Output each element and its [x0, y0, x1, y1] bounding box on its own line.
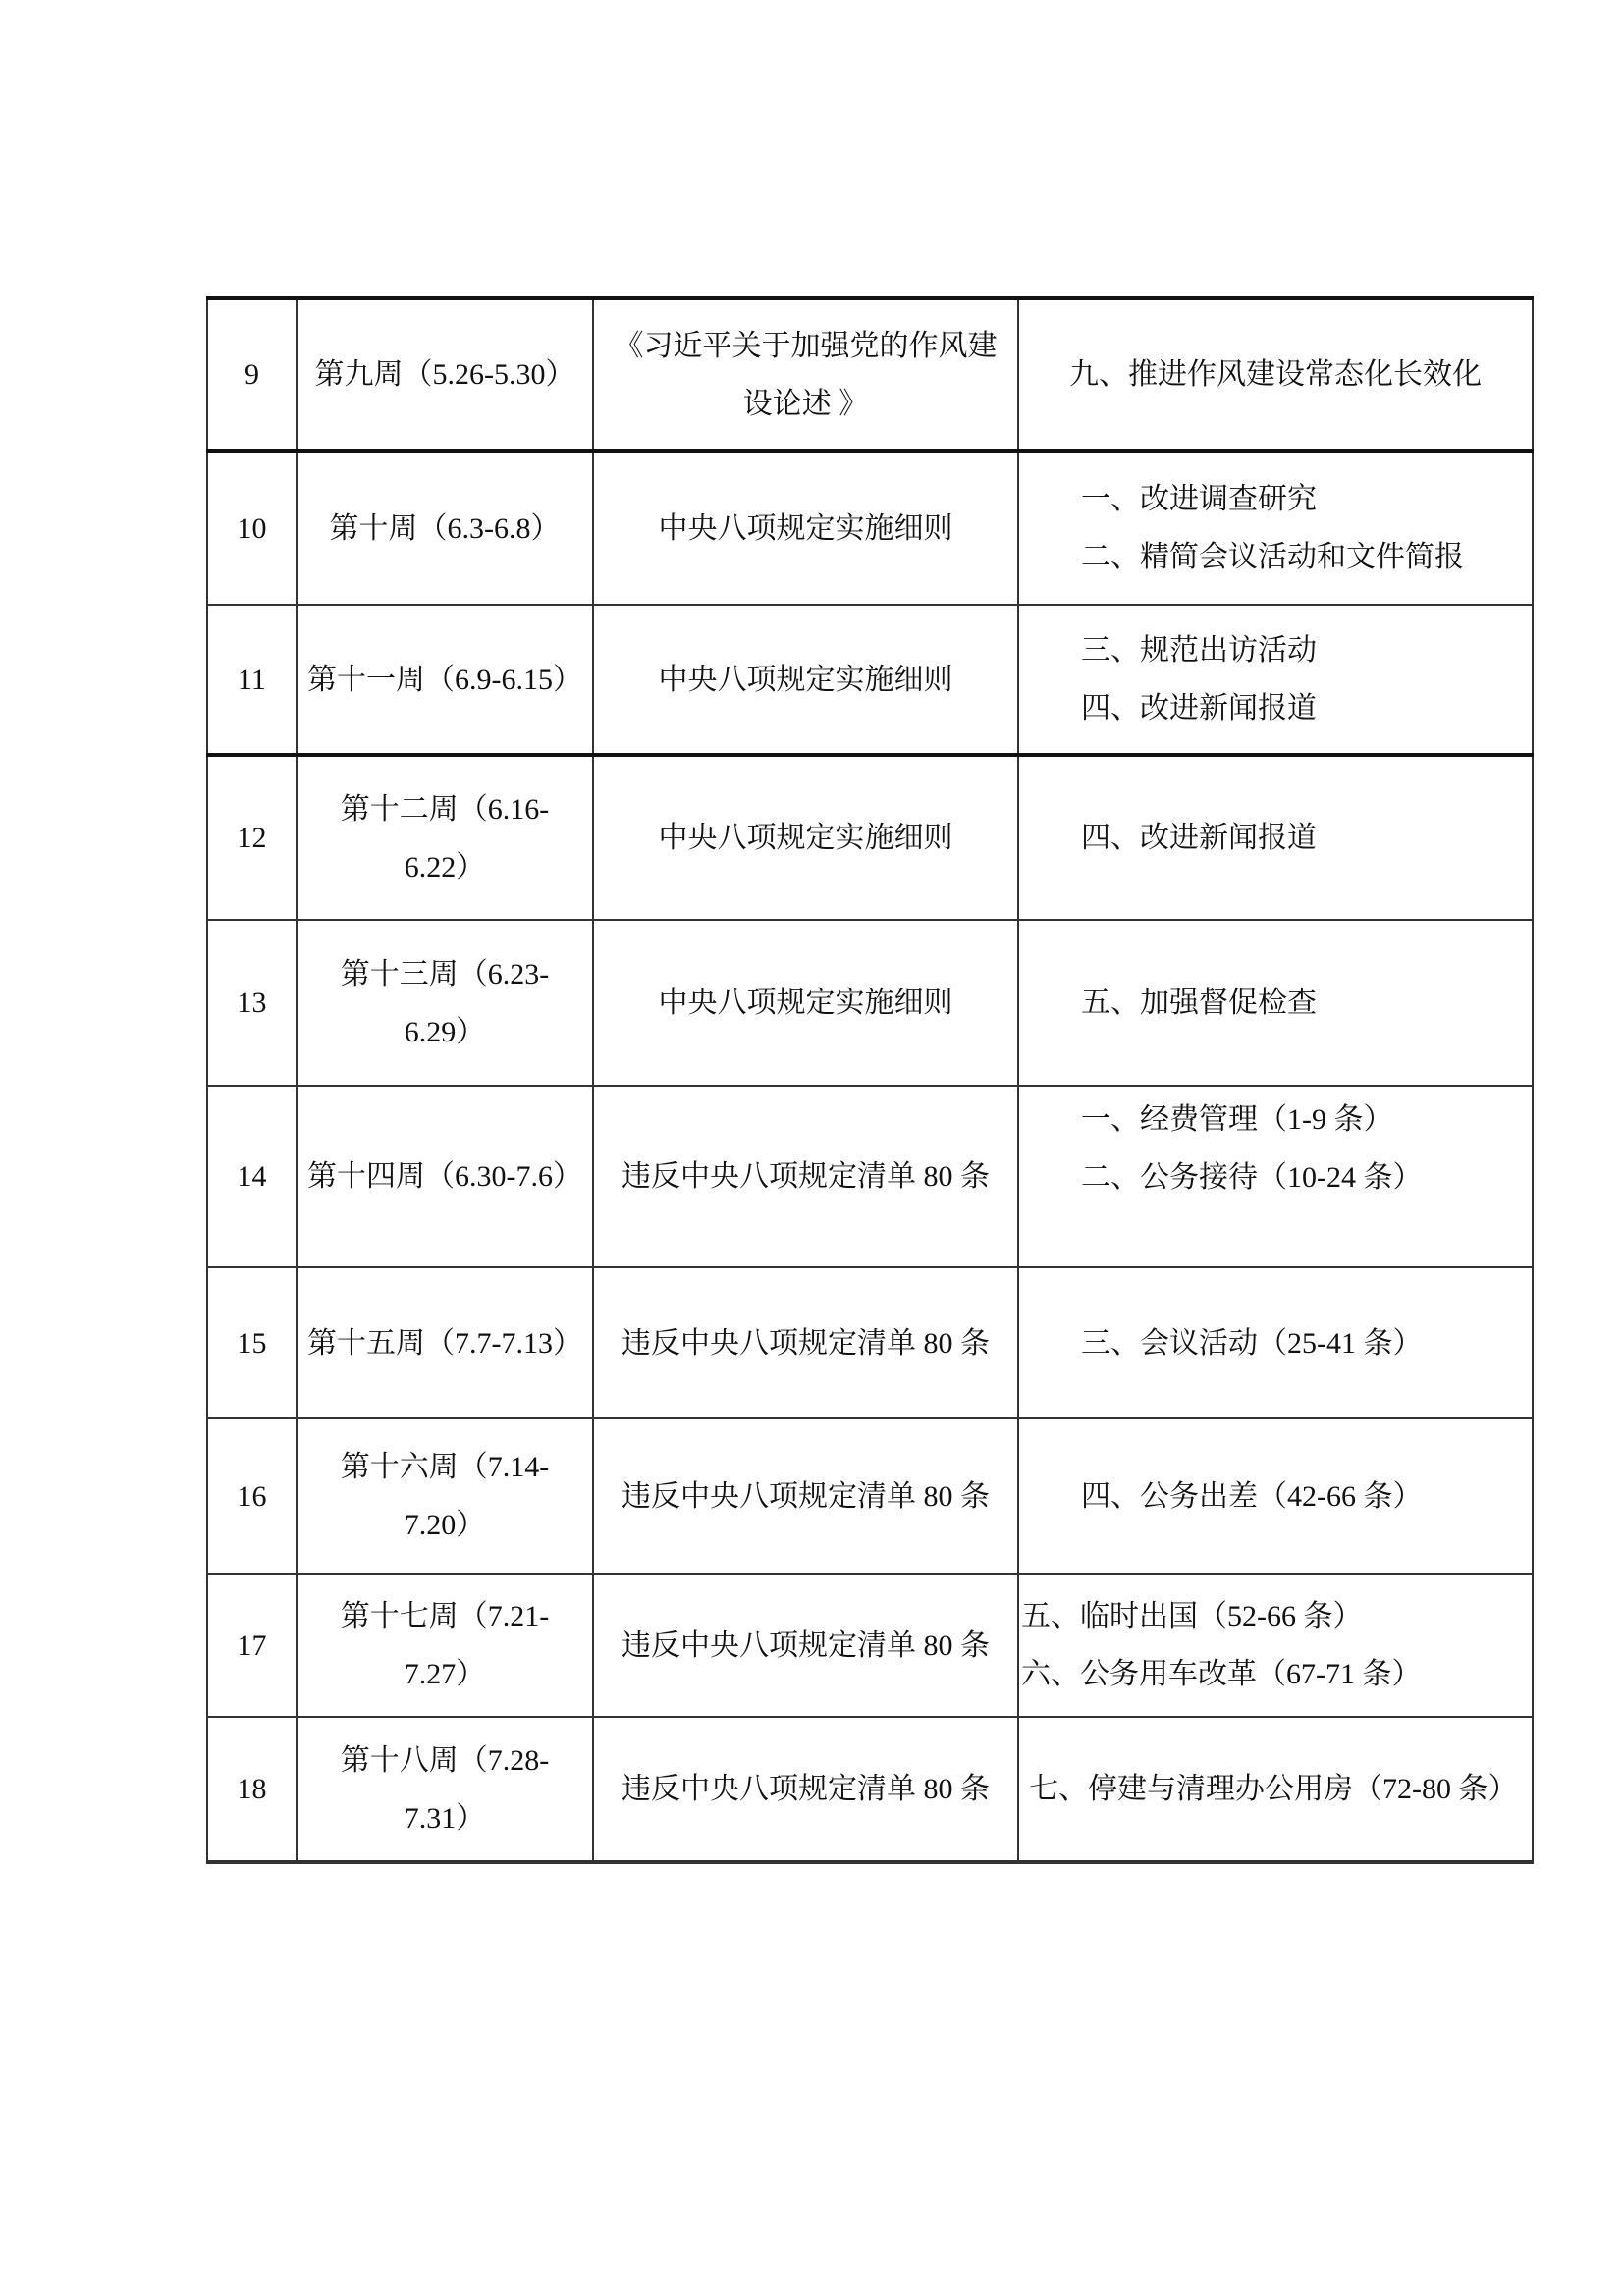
week-range: 第十六周（7.14-7.20）	[297, 1418, 593, 1574]
content-line: 一、改进调查研究	[1081, 483, 1317, 515]
table-row	[207, 1717, 1533, 1862]
week-range: 第十八周（7.28-7.31）	[297, 1717, 593, 1862]
table-row	[207, 920, 1533, 1086]
table-row	[207, 298, 1533, 451]
week-range: 第十四周（6.30-7.6）	[297, 1086, 593, 1267]
week-range: 第十五周（7.7-7.13）	[297, 1267, 593, 1418]
study-material: 违反中央八项规定清单 80 条	[593, 1574, 1018, 1717]
row-number: 15	[207, 1267, 297, 1418]
study-schedule-table	[206, 296, 1534, 1864]
week-range: 第九周（5.26-5.30）	[297, 298, 593, 451]
content-line: 四、改进新闻报道	[1081, 692, 1317, 724]
row-number: 12	[207, 755, 297, 920]
study-material: 中央八项规定实施细则	[593, 755, 1018, 920]
study-material: 《习近平关于加强党的作风建设论述 》	[593, 298, 1018, 451]
content-line: 一、经费管理（1-9 条）	[1081, 1103, 1393, 1136]
study-content	[1018, 1574, 1533, 1717]
row-number: 18	[207, 1717, 297, 1862]
content-line: 四、改进新闻报道	[1081, 822, 1317, 854]
week-range: 第十三周（6.23-6.29）	[297, 920, 593, 1086]
table-row	[207, 1086, 1533, 1267]
study-content	[1018, 298, 1533, 451]
content-line: 七、停建与清理办公用房（72-80 条）	[1029, 1773, 1518, 1805]
study-content	[1018, 1086, 1533, 1267]
content-line: 六、公务用车改革（67-71 条）	[1021, 1658, 1422, 1690]
study-material: 中央八项规定实施细则	[593, 920, 1018, 1086]
content-line: 三、会议活动（25-41 条）	[1081, 1326, 1423, 1360]
study-material: 违反中央八项规定清单 80 条	[593, 1267, 1018, 1418]
study-material: 违反中央八项规定清单 80 条	[593, 1717, 1018, 1862]
row-number: 9	[207, 298, 297, 451]
study-material: 违反中央八项规定清单 80 条	[593, 1086, 1018, 1267]
row-number: 16	[207, 1418, 297, 1574]
study-content	[1018, 1267, 1533, 1418]
content-line: 二、公务接待（10-24 条）	[1081, 1161, 1423, 1194]
week-range: 第十周（6.3-6.8）	[297, 451, 593, 605]
table-row	[207, 1574, 1533, 1717]
row-number: 14	[207, 1086, 297, 1267]
content-line: 二、精简会议活动和文件简报	[1081, 541, 1464, 573]
row-number: 13	[207, 920, 297, 1086]
table-row	[207, 451, 1533, 605]
row-number: 10	[207, 451, 297, 605]
week-range: 第十七周（7.21-7.27）	[297, 1574, 593, 1717]
content-line: 九、推进作风建设常态化长效化	[1069, 358, 1482, 391]
content-line: 四、公务出差（42-66 条）	[1081, 1479, 1423, 1513]
study-content	[1018, 755, 1533, 920]
study-content	[1018, 451, 1533, 605]
content-line: 五、加强督促检查	[1081, 987, 1317, 1019]
table-row	[207, 605, 1533, 755]
row-number: 17	[207, 1574, 297, 1717]
table-row	[207, 1418, 1533, 1574]
week-range: 第十二周（6.16-6.22）	[297, 755, 593, 920]
study-material: 违反中央八项规定清单 80 条	[593, 1418, 1018, 1574]
row-number: 11	[207, 605, 297, 755]
table-row	[207, 755, 1533, 920]
study-content	[1018, 605, 1533, 755]
study-material: 中央八项规定实施细则	[593, 605, 1018, 755]
content-line: 五、临时出国（52-66 条）	[1021, 1600, 1363, 1632]
week-range: 第十一周（6.9-6.15）	[297, 605, 593, 755]
table-row	[207, 1267, 1533, 1418]
study-content	[1018, 1717, 1533, 1862]
content-line: 三、规范出访活动	[1081, 634, 1317, 667]
study-content	[1018, 920, 1533, 1086]
study-material: 中央八项规定实施细则	[593, 451, 1018, 605]
study-content	[1018, 1418, 1533, 1574]
